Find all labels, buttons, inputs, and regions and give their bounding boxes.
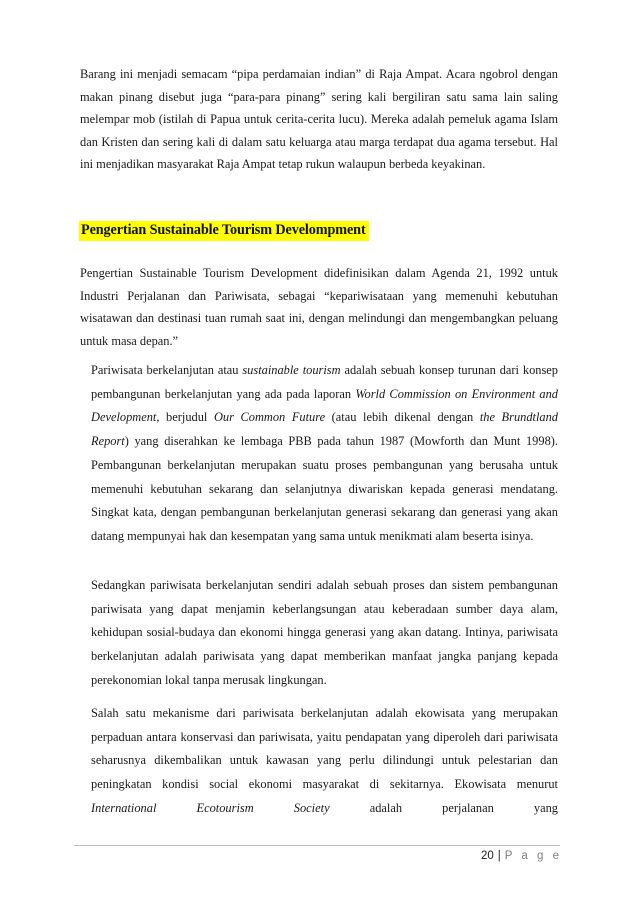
quote-1-italic-wced: World Commission on Environment and Development, — [91, 386, 559, 425]
quote-paragraph-3 — [91, 702, 558, 821]
quote-1-italic-our-common-future: Our Common Future — [213, 410, 326, 425]
quote-1-text-a: Pariwisata berkelanjutan atau — [91, 363, 243, 377]
quote-3-text-c: adalah perjalanan yang — [329, 800, 558, 815]
page-number: 20 — [480, 850, 494, 862]
page-footer — [481, 850, 562, 862]
section-heading: Pengertian Sustainable Tourism Develompment — [79, 221, 369, 241]
quote-1-text-g: (atau lebih dikenal dengan — [325, 410, 480, 425]
quote-3-italic-ies: International Ecotourism Society — [91, 800, 330, 815]
quote-1-text-c: adalah sebuah konsep turunan dari konsep pembangunan berkelanjutan yang ada pada laporan — [91, 363, 558, 401]
quote-3-text-a: Salah satu mekanisme dari pariwisata berkelanjutan adalah ekowisata yang merupakan perpaduan antara konservasi dan pariwisata, yaitu pendapatan yang diperoleh dari pariwisata seharusnya dikembalikan untuk kawasan yang perlu dilindungi untuk pelestarian dan peningkatan kondisi social ekonomi masyarakat di sekitarnya. Ekowisata menurut — [91, 706, 558, 792]
definition-paragraph: Pengertian Sustainable Tourism Development didefinisikan dalam Agenda 21, 1992 untuk Industri Perjalanan dan Pariwisata, sebagai “kepariwisataan yang memenuhi kebutuhan wisatawan dan destinasi tuan rumah saat ini, dengan melindungi dan mengembangkan peluang untuk masa depan.” — [80, 266, 558, 348]
quote-paragraph-2: Sedangkan pariwisata berkelanjutan sendiri adalah sebuah proses dan sistem pembangunan pariwisata yang dapat menjamin keberlangsungan atau keberadaan sumber daya alam, kehidupan sosial-budaya dan ekonomi hingga generasi yang akan datang. Intinya, pariwisata berkelanjutan adalah pariwisata yang dapat memberikan manfaat jangka panjang kepada perekonomian lokal tanpa merusak lingkungan. — [91, 578, 558, 687]
quote-paragraph-1 — [91, 359, 558, 549]
quote-1-text-i: ) yang diserahkan ke lembaga PBB pada tahun 1987 (Mowforth dan Munt 1998). Pembangunan berkelanjutan merupakan suatu proses pembangunan yang berusaha untuk memenuhi kebutuhan sekarang dan selanjutnya diwariskan kepada generasi mendatang. Singkat kata, dengan pembangunan berkelanjutan generasi sekarang dan generasi yang akan datang mempunyai hak dan kesempatan yang sama untuk menikmati alam beserta isinya. — [91, 434, 558, 543]
footer-separator: | — [497, 850, 501, 862]
page-label: P a g e — [504, 850, 562, 862]
quote-1-italic-brundtland: the Brundtland Report — [91, 410, 558, 449]
footer-divider — [74, 845, 560, 846]
quote-1-text-e: berjudul — [159, 410, 214, 425]
intro-paragraph: Barang ini menjadi semacam “pipa perdamaian indian” di Raja Ampat. Acara ngobrol dengan makan pinang disebut juga “para-para pinang” sering kali bergiliran satu sama lain saling melempar mob (istilah di Papua untuk cerita-cerita lucu). Mereka adalah pemeluk agama Islam dan Kristen dan sering kali di dalam satu keluarga atau marga terdapat dua agama tersebut. Hal ini menjadikan masyarakat Raja Ampat tetap rukun walaupun berbeda keyakinan. — [80, 67, 558, 172]
quote-1-italic-sustainable-tourism: sustainable tourism — [242, 363, 341, 377]
